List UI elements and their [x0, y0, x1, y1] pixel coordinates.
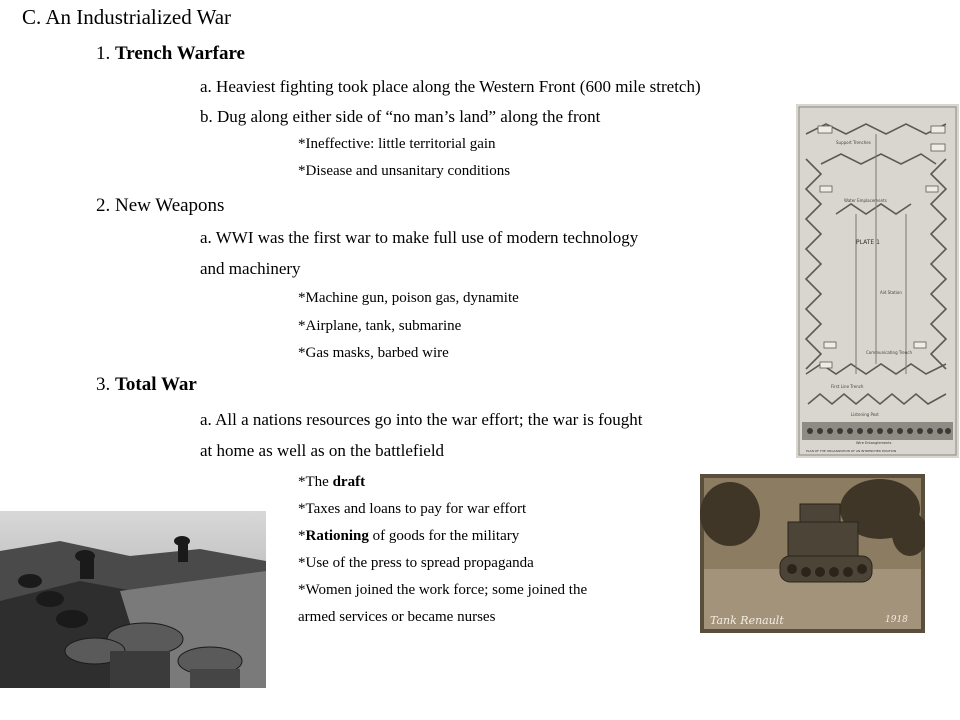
- total-war-detail-press: *Use of the press to spread propaganda: [298, 555, 534, 571]
- total-war-detail-taxes: *Taxes and loans to pay for war effort: [298, 501, 527, 517]
- map-plate-label: PLATE 1: [856, 239, 880, 246]
- total-war-detail-draft: [298, 474, 365, 491]
- total-war-detail-women-line1: *Women joined the work force; some joined the: [298, 582, 588, 598]
- tank-caption: Tank Renault: [710, 614, 784, 627]
- weapons-detail-3: *Gas masks, barbed wire: [298, 345, 449, 361]
- trench-title: Trench Warfare: [115, 43, 245, 64]
- tank-year: 1918: [885, 615, 908, 625]
- total-war-heading: [96, 374, 197, 396]
- draft-word: draft: [332, 474, 366, 490]
- total-war-point-a-line1: a. All a nations resources go into the war effort; the war is fought: [200, 410, 643, 429]
- map-label-communicating: Communicating Trench: [866, 350, 913, 355]
- weapons-point-a-line2: and machinery: [200, 259, 301, 278]
- trench-number: 1.: [96, 43, 115, 64]
- trench-soldiers-photo: [0, 511, 266, 688]
- map-caption: PLAN OF THE ORGANIZATION OF AN INTRENCHED POSITION: [806, 449, 897, 453]
- total-war-number: 3.: [96, 374, 115, 395]
- map-label-wire: Wire Entanglements: [856, 441, 892, 445]
- trench-detail-2: *Disease and unsanitary conditions: [298, 163, 511, 179]
- map-label-listening: Listening Post: [851, 412, 879, 417]
- weapons-point-a-line1: a. WWI was the first war to make full use of modern technology: [200, 228, 639, 247]
- total-war-detail-women-line2: armed services or became nurses: [298, 609, 496, 625]
- rationing-word: Rationing: [305, 528, 369, 544]
- tank-drawing: [700, 474, 925, 633]
- trench-heading: [96, 43, 245, 65]
- total-war-title: Total War: [115, 374, 197, 395]
- tank-renault-photo: [700, 474, 925, 633]
- weapons-heading: 2. New Weapons: [96, 195, 225, 216]
- trench-map-drawing: [796, 104, 959, 458]
- rationing-prefix: *: [298, 528, 306, 544]
- rationing-suffix: of goods for the military: [368, 528, 520, 544]
- trench-soldiers-drawing: [0, 511, 266, 688]
- total-war-detail-rationing: [298, 528, 519, 545]
- draft-prefix: *The: [298, 474, 333, 490]
- map-label-water: Water Emplacements: [844, 198, 887, 203]
- weapons-detail-2: *Airplane, tank, submarine: [298, 318, 462, 334]
- trench-point-b: b. Dug along either side of “no man’s land” along the front: [200, 107, 601, 126]
- map-label-support: Support Trenches: [836, 140, 871, 145]
- map-label-aid: Aid Station: [880, 290, 902, 295]
- weapons-detail-1: *Machine gun, poison gas, dynamite: [298, 290, 519, 306]
- trench-map-image: [796, 104, 959, 458]
- trench-point-a: a. Heaviest fighting took place along the Western Front (600 mile stretch): [200, 77, 701, 96]
- total-war-point-a-line2: at home as well as on the battlefield: [200, 441, 445, 460]
- section-title: C. An Industrialized War: [22, 5, 232, 29]
- map-label-first-line: First Line Trench: [831, 384, 864, 389]
- trench-detail-1: *Ineffective: little territorial gain: [298, 136, 496, 152]
